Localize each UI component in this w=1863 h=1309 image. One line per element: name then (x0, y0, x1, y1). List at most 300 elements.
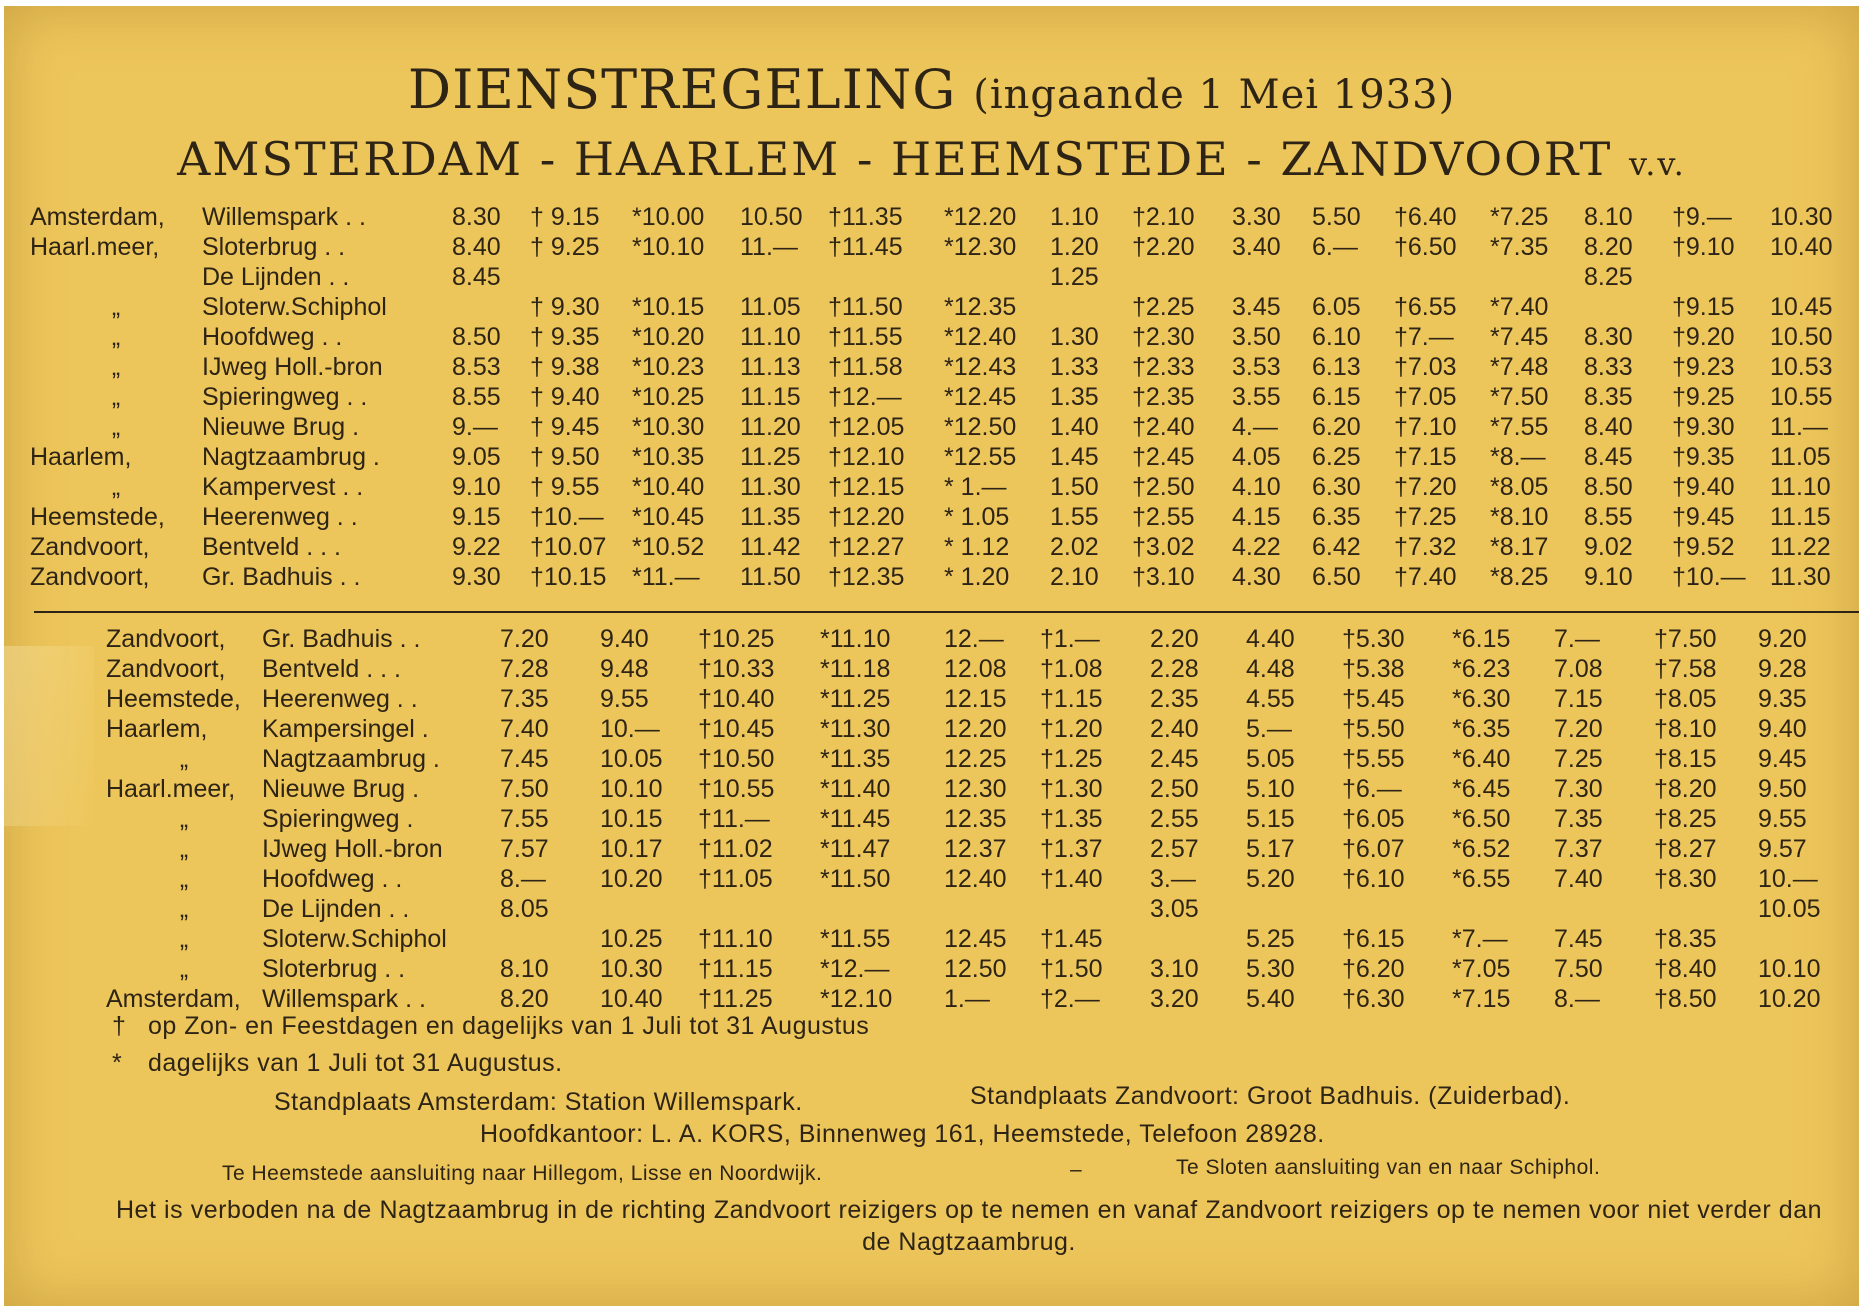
time-cell: 11.10 (740, 322, 801, 351)
time-cell: †5.45 (1342, 684, 1405, 713)
time-cell: 10.20 (1758, 984, 1821, 1013)
time-cell: 8.— (1554, 984, 1600, 1013)
time-cell: †9.52 (1672, 532, 1735, 561)
time-cell: 5.05 (1246, 744, 1295, 773)
time-cell (1050, 292, 1132, 322)
time-cell: *6.55 (1452, 864, 1511, 893)
time-cell: 9.45 (1758, 744, 1807, 773)
time-cell: 9.02 (1584, 532, 1633, 561)
time-cell: 3.20 (1150, 984, 1199, 1013)
time-cell: 7.37 (1554, 834, 1603, 863)
time-cell: 10.45 (1770, 292, 1833, 321)
time-cell: 6.10 (1312, 322, 1361, 351)
time-cell: *12.40 (944, 322, 1017, 351)
time-cell: †6.50 (1394, 232, 1457, 261)
time-cell: †7.25 (1394, 502, 1457, 531)
stop-cell: Kampervest . . (202, 472, 364, 501)
time-cell: †7.03 (1394, 352, 1457, 381)
time-cell: 1.— (944, 984, 990, 1013)
time-cell: † 9.55 (530, 472, 600, 501)
time-cell: * 1.12 (944, 532, 1010, 561)
time-cell: 8.05 (500, 894, 549, 923)
time-cell: 3.30 (1232, 202, 1281, 231)
time-cell: *7.40 (1490, 292, 1549, 321)
time-cell: †7.05 (1394, 382, 1457, 411)
time-cell: †2.20 (1132, 232, 1195, 261)
time-cell: 8.30 (1584, 322, 1633, 351)
time-cell: 8.10 (500, 954, 549, 983)
time-cell: 5.17 (1246, 834, 1295, 863)
place-cell: „ (111, 412, 121, 441)
aansluiting-heemstede: Te Heemstede aansluiting naar Hillegom, Lisse en Noordwijk. (222, 1162, 823, 1185)
stop-cell: Nagtzaambrug . (202, 442, 380, 471)
time-cell: †2.10 (1132, 202, 1195, 231)
time-cell: 11.30 (740, 472, 801, 501)
time-cell: †1.30 (1040, 774, 1103, 803)
time-cell: †7.50 (1654, 624, 1717, 653)
place-cell: „ (179, 804, 189, 833)
time-cell (1554, 894, 1654, 924)
time-cell: †11.55 (828, 322, 903, 351)
timetable-row (106, 924, 1838, 954)
paper-fold (4, 646, 94, 826)
time-cell: †8.10 (1654, 714, 1717, 743)
time-cell: †7.15 (1394, 442, 1457, 471)
time-cell: 10.05 (1758, 894, 1821, 923)
time-cell (530, 262, 632, 292)
time-cell: 10.40 (600, 984, 663, 1013)
time-cell (500, 924, 600, 954)
place-cell: Zandvoort, (30, 532, 150, 561)
time-cell: *10.15 (632, 292, 705, 321)
time-cell: 10.55 (1770, 382, 1833, 411)
time-cell: 2.45 (1150, 744, 1199, 773)
stop-cell: Bentveld . . . (202, 532, 341, 561)
time-cell (1040, 894, 1150, 924)
time-cell (1758, 924, 1838, 954)
time-cell: 10.25 (600, 924, 663, 953)
time-cell: †1.25 (1040, 744, 1103, 773)
time-cell: 8.50 (452, 322, 501, 351)
timetable-row (30, 292, 1858, 322)
time-cell: †8.40 (1654, 954, 1717, 983)
timetable-row (106, 624, 1838, 654)
stop-cell: Heerenweg . . (202, 502, 358, 531)
time-cell: 9.20 (1758, 624, 1807, 653)
time-cell: 8.40 (1584, 412, 1633, 441)
time-cell: 5.15 (1246, 804, 1295, 833)
place-cell: Amsterdam, (30, 202, 165, 231)
time-cell (1232, 262, 1312, 292)
stop-cell: IJweg Holl.-bron (202, 352, 383, 381)
place-cell: Zandvoort, (106, 654, 226, 683)
time-cell: †6.— (1342, 774, 1402, 803)
note-dagger (112, 1012, 869, 1041)
time-cell (632, 262, 740, 292)
time-cell: †7.58 (1654, 654, 1717, 683)
time-cell: 3.50 (1232, 322, 1281, 351)
time-cell: 5.40 (1246, 984, 1295, 1013)
time-cell: †11.45 (828, 232, 903, 261)
standplaats-amsterdam: Standplaats Amsterdam: Station Willemspark. (274, 1088, 803, 1116)
time-cell: 5.— (1246, 714, 1292, 743)
time-cell: †9.45 (1672, 502, 1735, 531)
time-cell: †6.10 (1342, 864, 1405, 893)
time-cell: *7.25 (1490, 202, 1549, 231)
time-cell: 10.53 (1770, 352, 1833, 381)
time-cell: 3.05 (1150, 894, 1199, 923)
document-title (4, 58, 1859, 121)
timetable-row (30, 262, 1858, 292)
time-cell: 8.20 (500, 984, 549, 1013)
time-cell: 6.50 (1312, 562, 1361, 591)
time-cell: *10.20 (632, 322, 705, 351)
time-cell (1394, 262, 1490, 292)
time-cell: †8.50 (1654, 984, 1717, 1013)
place-cell: „ (111, 472, 121, 501)
time-cell: 8.20 (1584, 232, 1633, 261)
time-cell: 9.50 (1758, 774, 1807, 803)
time-cell: 2.40 (1150, 714, 1199, 743)
stop-cell: Hoofdweg . . (202, 322, 343, 351)
time-cell: 2.57 (1150, 834, 1199, 863)
time-cell: *11.35 (820, 744, 891, 773)
time-cell: 10.30 (600, 954, 663, 983)
stop-cell: Heerenweg . . (262, 684, 418, 713)
timetable-row (30, 412, 1858, 442)
time-cell (1342, 894, 1452, 924)
time-cell: 12.40 (944, 864, 1007, 893)
route-main: AMSTERDAM - HAARLEM - HEEMSTEDE - ZANDVOORT (177, 132, 1613, 186)
place-cell: „ (111, 292, 121, 321)
time-cell: 4.40 (1246, 624, 1295, 653)
time-cell: 5.30 (1246, 954, 1295, 983)
place-cell: „ (179, 894, 189, 923)
stop-cell: IJweg Holl.-bron (262, 834, 443, 863)
time-cell: *11.40 (820, 774, 891, 803)
place-cell: Zandvoort, (106, 624, 226, 653)
time-cell: 12.20 (944, 714, 1007, 743)
stop-cell: Bentveld . . . (262, 654, 401, 683)
time-cell: †11.50 (828, 292, 903, 321)
time-cell: *8.25 (1490, 562, 1549, 591)
time-cell (1490, 262, 1584, 292)
place-cell: „ (111, 352, 121, 381)
time-cell: †5.38 (1342, 654, 1405, 683)
stop-cell: Nieuwe Brug . (202, 412, 360, 441)
time-cell: 7.45 (1554, 924, 1603, 953)
time-cell: †7.— (1394, 322, 1454, 351)
time-cell: *8.10 (1490, 502, 1549, 531)
time-cell (740, 262, 828, 292)
time-cell: *10.40 (632, 472, 705, 501)
time-cell: *11.50 (820, 864, 891, 893)
time-cell: *12.35 (944, 292, 1017, 321)
time-cell: *6.15 (1452, 624, 1511, 653)
time-cell: †11.02 (698, 834, 773, 863)
time-cell: †1.50 (1040, 954, 1103, 983)
time-cell: 11.— (1770, 412, 1828, 441)
time-cell: 8.40 (452, 232, 501, 261)
time-cell: †1.45 (1040, 924, 1103, 953)
time-cell: 12.37 (944, 834, 1007, 863)
time-cell: 1.35 (1050, 382, 1099, 411)
time-cell: *7.05 (1452, 954, 1511, 983)
time-cell: † 9.15 (530, 202, 600, 231)
time-cell (1672, 262, 1770, 292)
timetable-row (106, 774, 1838, 804)
time-cell: † 9.30 (530, 292, 600, 321)
time-cell: †2.25 (1132, 292, 1195, 321)
time-cell: †9.— (1672, 202, 1732, 231)
time-cell (944, 262, 1050, 292)
time-cell: 1.30 (1050, 322, 1099, 351)
time-cell: 11.30 (1770, 562, 1831, 591)
time-cell: 1.20 (1050, 232, 1099, 261)
time-cell: †6.07 (1342, 834, 1405, 863)
time-cell: *6.45 (1452, 774, 1511, 803)
time-cell: †10.25 (698, 624, 775, 653)
time-cell: *6.40 (1452, 744, 1511, 773)
time-cell: †1.37 (1040, 834, 1103, 863)
time-cell: 9.10 (452, 472, 501, 501)
time-cell: 9.30 (452, 562, 501, 591)
time-cell: 4.10 (1232, 472, 1281, 501)
timetable-row (106, 654, 1838, 684)
stop-cell: Nieuwe Brug . (262, 774, 420, 803)
time-cell: 11.22 (1770, 532, 1831, 561)
timetable-row (30, 382, 1858, 412)
time-cell: †12.20 (828, 502, 905, 531)
time-cell: †9.25 (1672, 382, 1735, 411)
time-cell: 2.20 (1150, 624, 1199, 653)
time-cell: †2.40 (1132, 412, 1195, 441)
timetable-row (106, 984, 1838, 1014)
time-cell: 11.05 (740, 292, 801, 321)
time-cell (1312, 262, 1394, 292)
time-cell: †11.05 (698, 864, 773, 893)
time-cell: †7.40 (1394, 562, 1457, 591)
time-cell: 8.33 (1584, 352, 1633, 381)
timetable-row (30, 322, 1858, 352)
time-cell: *6.52 (1452, 834, 1511, 863)
place-cell: Heemstede, (106, 684, 241, 713)
place-cell: Heemstede, (30, 502, 165, 531)
time-cell (828, 262, 944, 292)
time-cell: 6.25 (1312, 442, 1361, 471)
time-cell: †10.50 (698, 744, 775, 773)
time-cell: 10.— (1758, 864, 1818, 893)
time-cell: 2.28 (1150, 654, 1199, 683)
stop-cell: Gr. Badhuis . . (262, 624, 421, 653)
time-cell: 4.— (1232, 412, 1278, 441)
time-cell: 10.— (600, 714, 660, 743)
time-cell: *7.55 (1490, 412, 1549, 441)
time-cell (944, 894, 1040, 924)
time-cell: 7.50 (500, 774, 549, 803)
stop-cell: Sloterbrug . . (262, 954, 406, 983)
time-cell: †8.30 (1654, 864, 1717, 893)
time-cell: *7.15 (1452, 984, 1511, 1013)
stop-cell: Spieringweg . (262, 804, 414, 833)
time-cell: 4.22 (1232, 532, 1281, 561)
time-cell: †7.20 (1394, 472, 1457, 501)
place-cell: „ (179, 834, 189, 863)
time-cell: † 9.38 (530, 352, 600, 381)
note-dagger-text: op Zon- en Feestdagen en dagelijks van 1 Juli tot 31 Augustus (148, 1012, 870, 1040)
time-cell (1150, 924, 1246, 954)
time-cell: † 9.40 (530, 382, 600, 411)
time-cell: †10.40 (698, 684, 775, 713)
time-cell: *11.55 (820, 924, 891, 953)
place-cell: „ (179, 744, 189, 773)
time-cell (1654, 894, 1758, 924)
time-cell (820, 894, 944, 924)
stop-cell: Sloterw.Schiphol (262, 924, 447, 953)
time-cell: 7.45 (500, 744, 549, 773)
time-cell: 9.40 (600, 624, 649, 653)
time-cell: †6.05 (1342, 804, 1405, 833)
time-cell: 4.15 (1232, 502, 1281, 531)
time-cell: 7.08 (1554, 654, 1603, 683)
timetable-row (30, 202, 1858, 232)
route-suffix: v.v. (1628, 145, 1686, 183)
time-cell: †6.20 (1342, 954, 1405, 983)
time-cell: †10.— (1672, 562, 1746, 591)
time-cell: †9.15 (1672, 292, 1735, 321)
time-cell: †10.15 (530, 562, 607, 591)
time-cell: 7.— (1554, 624, 1600, 653)
time-cell: 3.40 (1232, 232, 1281, 261)
time-cell: *6.23 (1452, 654, 1511, 683)
time-cell: 3.53 (1232, 352, 1281, 381)
time-cell: 6.05 (1312, 292, 1361, 321)
time-cell: 7.35 (1554, 804, 1603, 833)
time-cell: †11.15 (698, 954, 773, 983)
time-cell: 11.42 (740, 532, 801, 561)
time-cell: 2.35 (1150, 684, 1199, 713)
time-cell: †2.45 (1132, 442, 1195, 471)
stop-cell: Willemspark . . (262, 984, 426, 1013)
time-cell: * 1.20 (944, 562, 1010, 591)
time-cell: 9.55 (600, 684, 649, 713)
time-cell (698, 894, 820, 924)
time-cell: 12.15 (944, 684, 1007, 713)
time-cell: † 9.25 (530, 232, 600, 261)
stop-cell: Kampersingel . (262, 714, 429, 743)
time-cell: 1.40 (1050, 412, 1099, 441)
time-cell: 9.15 (452, 502, 501, 531)
time-cell: 10.17 (600, 834, 663, 863)
time-cell: †5.50 (1342, 714, 1405, 743)
time-cell: 9.28 (1758, 654, 1807, 683)
place-cell (30, 262, 202, 292)
time-cell: *12.30 (944, 232, 1017, 261)
timetable-return (106, 624, 1838, 1014)
time-cell: 10.10 (600, 774, 663, 803)
timetable-row (30, 562, 1858, 592)
aansluiting-sloten: Te Sloten aansluiting van en naar Schiphol. (1176, 1156, 1601, 1179)
time-cell: *11.18 (820, 654, 891, 683)
timetable-row (106, 834, 1838, 864)
time-cell: †1.20 (1040, 714, 1103, 743)
time-cell: 3.55 (1232, 382, 1281, 411)
time-cell: 6.15 (1312, 382, 1361, 411)
time-cell: *11.10 (820, 624, 891, 653)
timetable-row (30, 352, 1858, 382)
time-cell: 5.10 (1246, 774, 1295, 803)
time-cell: 11.05 (1770, 442, 1831, 471)
time-cell: 2.50 (1150, 774, 1199, 803)
time-cell: 1.55 (1050, 502, 1099, 531)
time-cell: 7.28 (500, 654, 549, 683)
place-cell: Haarl.meer, (30, 232, 160, 261)
time-cell: 12.08 (944, 654, 1007, 683)
time-cell: 11.20 (740, 412, 801, 441)
time-cell: 1.33 (1050, 352, 1099, 381)
time-cell: †9.20 (1672, 322, 1735, 351)
time-cell: †9.10 (1672, 232, 1735, 261)
dagger-symbol: † (112, 1012, 127, 1040)
time-cell: †6.55 (1394, 292, 1457, 321)
time-cell: 11.10 (1770, 472, 1831, 501)
time-cell: *6.35 (1452, 714, 1511, 743)
time-cell: †8.05 (1654, 684, 1717, 713)
time-cell: †5.30 (1342, 624, 1405, 653)
time-cell: *10.35 (632, 442, 705, 471)
time-cell: 11.50 (740, 562, 801, 591)
time-cell: 7.20 (500, 624, 549, 653)
time-cell: †1.15 (1040, 684, 1103, 713)
time-cell: †2.35 (1132, 382, 1195, 411)
route-heading (4, 132, 1859, 186)
time-cell: *10.00 (632, 202, 705, 231)
time-cell: 10.10 (1758, 954, 1821, 983)
time-cell: 6.42 (1312, 532, 1361, 561)
time-cell: †7.32 (1394, 532, 1457, 561)
time-cell: †11.10 (698, 924, 773, 953)
timetable-row (106, 954, 1838, 984)
timetable-row (106, 744, 1838, 774)
time-cell (1584, 292, 1672, 322)
time-cell: 9.40 (1758, 714, 1807, 743)
stop-cell: Sloterw.Schiphol (202, 292, 387, 321)
time-cell: 4.55 (1246, 684, 1295, 713)
time-cell: †9.35 (1672, 442, 1735, 471)
time-cell: 1.45 (1050, 442, 1099, 471)
time-cell: 8.45 (452, 262, 501, 291)
place-cell: Haarlem, (106, 714, 208, 743)
time-cell: *12.20 (944, 202, 1017, 231)
note-star-text: dagelijks van 1 Juli tot 31 Augustus. (148, 1049, 563, 1077)
time-cell: 7.25 (1554, 744, 1603, 773)
time-cell: †10.45 (698, 714, 775, 743)
time-cell: 7.20 (1554, 714, 1603, 743)
timetable-sheet (4, 6, 1859, 1306)
place-cell: „ (179, 864, 189, 893)
time-cell: *8.— (1490, 442, 1546, 471)
time-cell: 8.53 (452, 352, 501, 381)
time-cell: 5.25 (1246, 924, 1295, 953)
stop-cell: De Lijnden . . (262, 894, 410, 923)
time-cell: 9.10 (1584, 562, 1633, 591)
time-cell: †9.40 (1672, 472, 1735, 501)
time-cell: 6.30 (1312, 472, 1361, 501)
time-cell: 7.50 (1554, 954, 1603, 983)
stop-cell: Willemspark . . (202, 202, 366, 231)
star-symbol: * (112, 1049, 123, 1077)
time-cell: † 9.50 (530, 442, 600, 471)
